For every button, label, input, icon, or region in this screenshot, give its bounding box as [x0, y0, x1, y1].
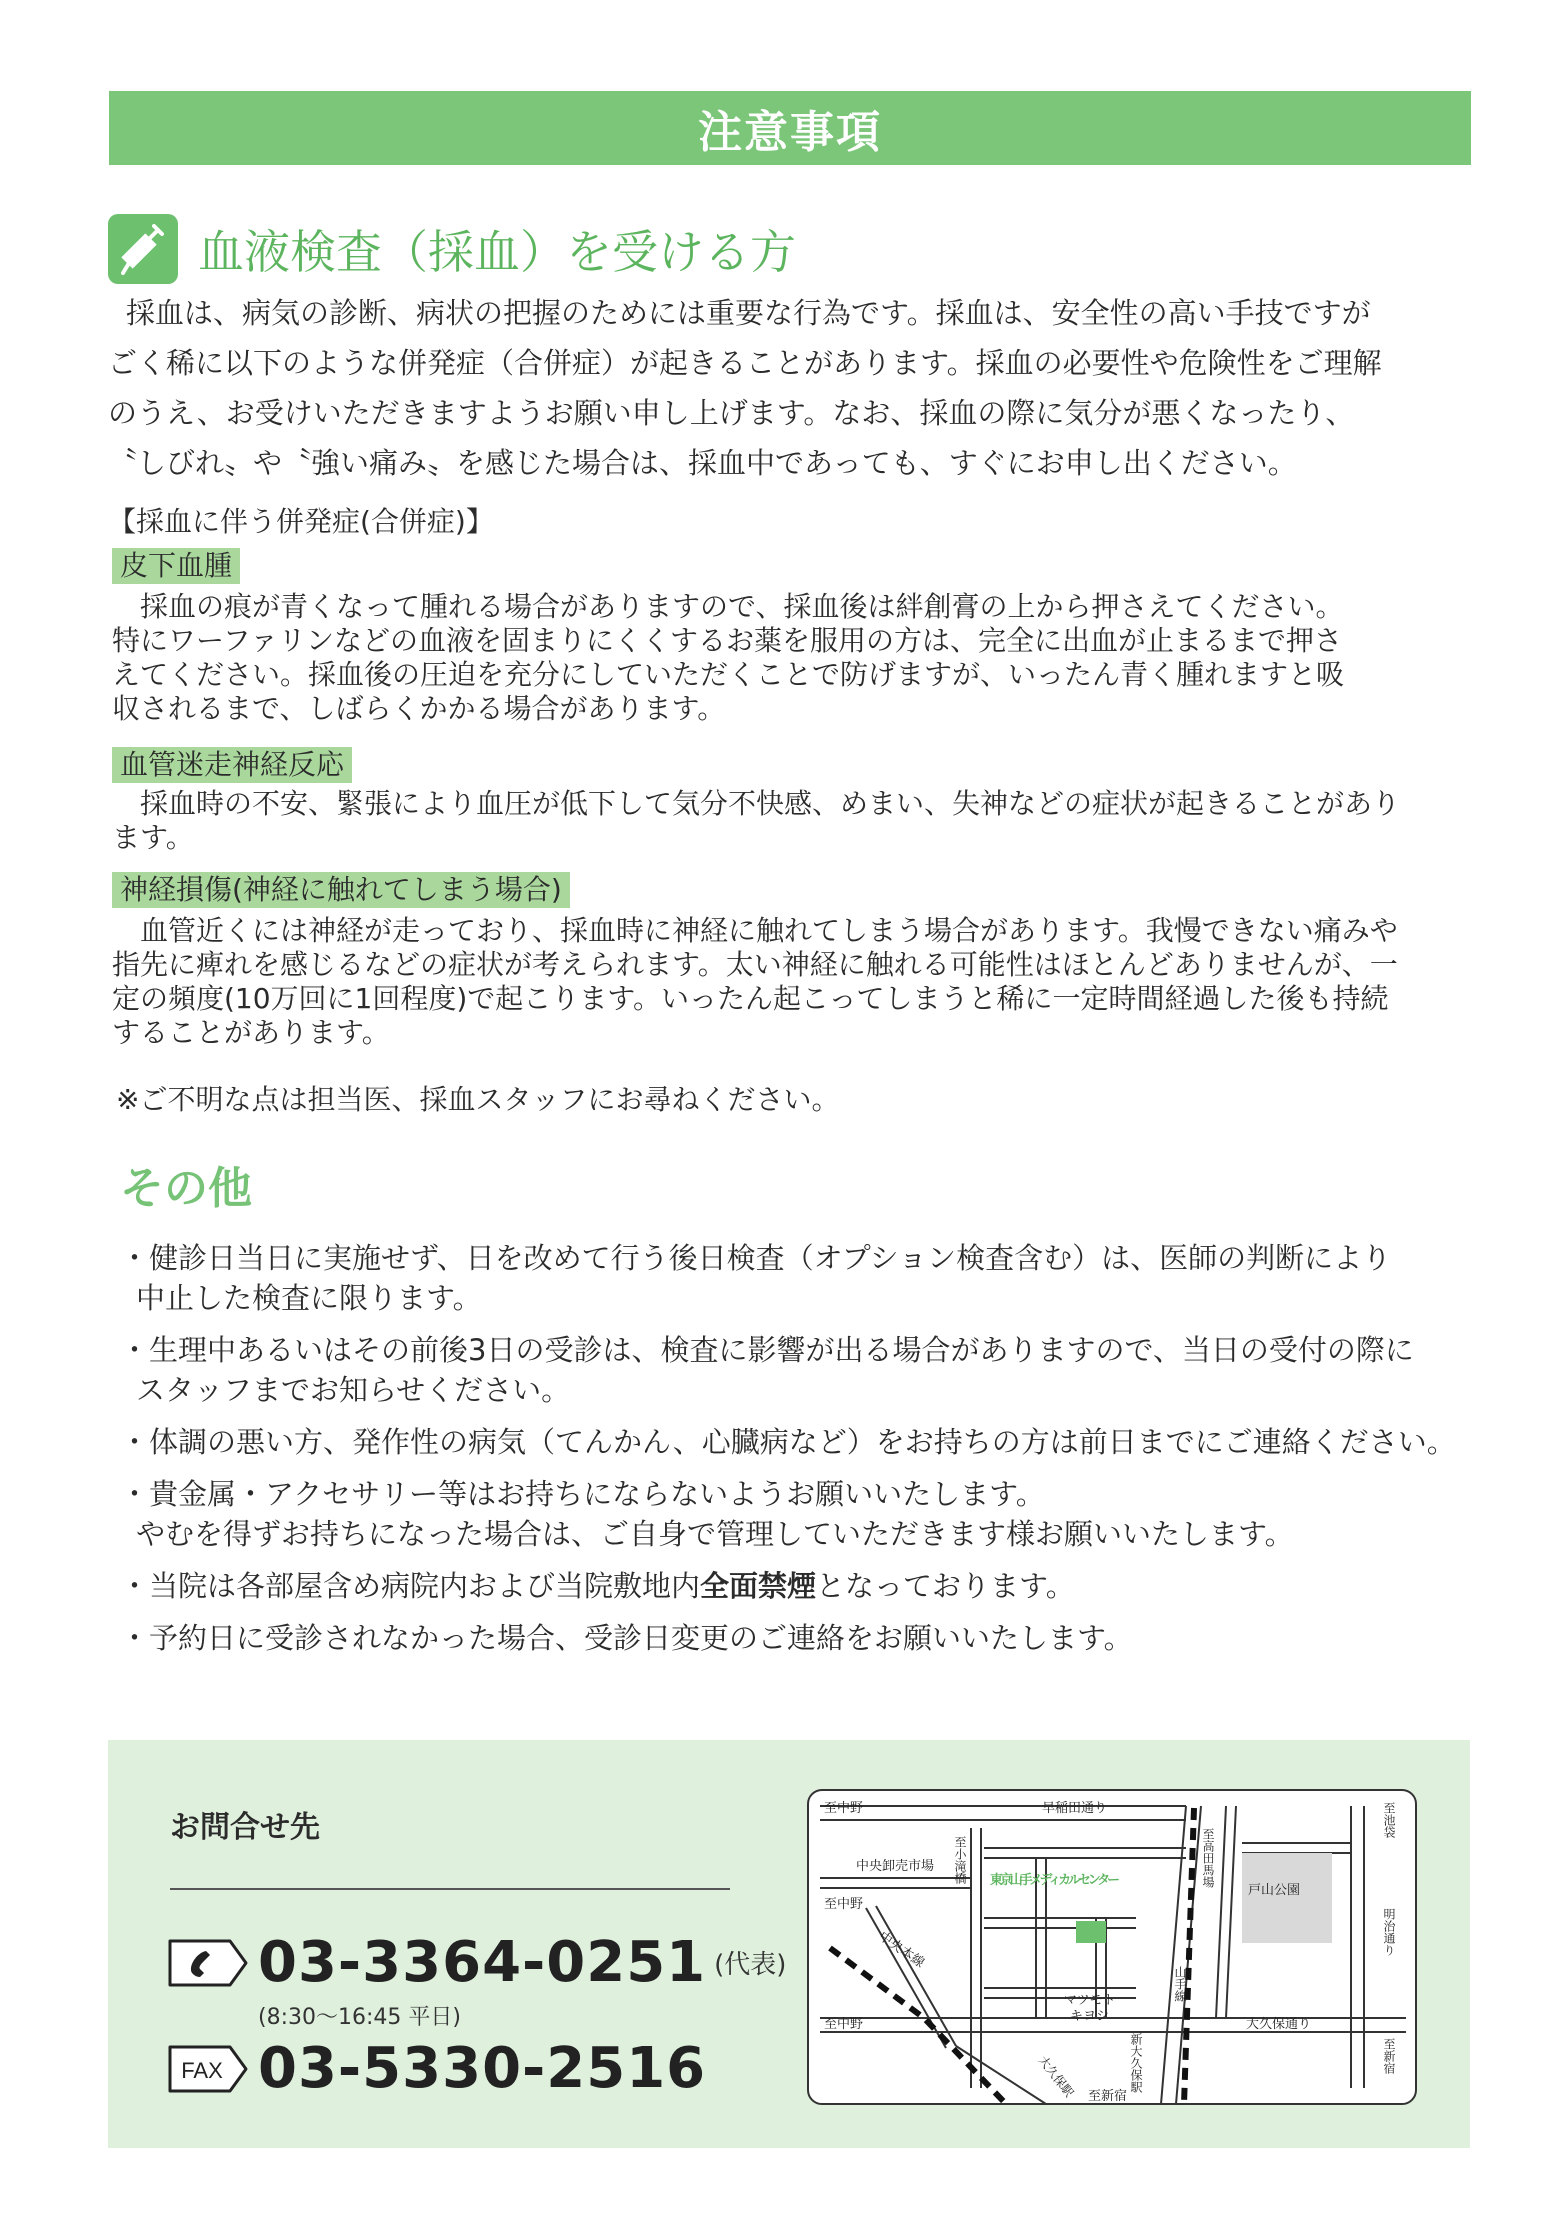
- bullet-line: スタッフまでお知らせください。: [136, 1373, 571, 1407]
- bullet-line: ・生理中あるいはその前後3日の受診は、検査に影響が出る場合がありますので、当日の受付の際に: [120, 1333, 1414, 1367]
- map-label-market: 中央卸売市場: [856, 1859, 935, 1874]
- map-label-to-nakano: 至中野: [824, 1897, 864, 1912]
- complication-label-vasovagal: 血管迷走神経反応: [112, 747, 352, 783]
- bullet-line: やむを得ずお持ちになった場合は、ご自身で管理していただきます様お願いいたします。: [136, 1517, 1294, 1551]
- complications-title: 【採血に伴う併発症(合併症)】: [108, 505, 494, 538]
- complication-line: することがあります。: [112, 1016, 390, 1049]
- map-label-to-nakano: 至中野: [824, 2017, 864, 2032]
- intro-line: ごく稀に以下のような併発症（合併症）が起きることがあります。採血の必要性や危険性をご理解: [108, 346, 1382, 380]
- map-label-okubo-dori: 大久保通り: [1246, 2017, 1312, 2032]
- complication-line: 採血時の不安、緊張により血圧が低下して気分不快感、めまい、失神などの症状が起きることがあり: [140, 787, 1401, 820]
- bullet-line: [120, 1566, 1500, 1606]
- blood-test-title: 血液検査（採血）を受ける方: [198, 225, 796, 279]
- map-label-to-takadanobaba: 至高田馬場: [1201, 1828, 1215, 1888]
- map-label-meiji-dori: 明治通り: [1382, 1908, 1396, 1956]
- map-label-chuo-line: 中央本線: [875, 1928, 927, 1972]
- complication-label-nerve: 神経損傷(神経に触れてしまう場合): [112, 872, 570, 908]
- map-hospital-label: 東京山手メディカルセンター: [990, 1873, 1120, 1888]
- inquiry-note: ※ご不明な点は担当医、採血スタッフにお尋ねください。: [116, 1083, 840, 1116]
- bullet-line: 中止した検査に限ります。: [136, 1281, 482, 1315]
- fax-icon: [166, 2043, 250, 2095]
- complication-text-hematoma: [112, 590, 1512, 726]
- no-smoking-emphasis: 全面禁煙: [700, 1569, 817, 1603]
- map-label-yamanote-line: 山手線: [1173, 1966, 1187, 2002]
- complication-line: 収されるまで、しばらくかかる場合があります。: [112, 692, 726, 725]
- other-title: その他: [120, 1163, 252, 1214]
- contact-label: お問合せ先: [170, 1810, 320, 1845]
- bullet-line: ・予約日に受診されなかった場合、受診日変更のご連絡をお願いいたします。: [120, 1621, 1133, 1655]
- complication-line: 血管近くには神経が走っており、採血時に神経に触れてしまう場合があります。我慢できない痛みや: [140, 914, 1398, 947]
- phone-number[interactable]: 03-3364-0251: [258, 1930, 707, 1995]
- intro-line: 採血は、病気の診断、病状の把握のためには重要な行為です。採血は、安全性の高い手技ですが: [126, 296, 1371, 330]
- map-label-matsumoto: マツモト: [1064, 1993, 1116, 2008]
- phone-row: [166, 1930, 786, 1995]
- complication-line: ます。: [112, 821, 194, 854]
- intro-line: のうえ、お受けいただきますようお願い申し上げます。なお、採血の際に気分が悪くなったり、: [108, 396, 1355, 430]
- intro-line: 〝しびれ〟や〝強い痛み〟を感じた場合は、採血中であっても、すぐにお申し出ください。: [108, 446, 1297, 480]
- complication-label-hematoma: 皮下血腫: [112, 548, 240, 584]
- complication-line: 定の頻度(10万回に1回程度)で起こります。いったん起こってしまうと稀に一定時間経過した後も持続: [112, 982, 1389, 1015]
- map-label-to-shinjuku: 至新宿: [1088, 2089, 1128, 2104]
- other-bullets: [120, 1238, 1500, 1670]
- divider: [170, 1888, 730, 1890]
- map-label-to-ikebukuro: 至池袋: [1382, 1802, 1396, 1838]
- fax-row: [166, 2036, 706, 2101]
- map-label-toyama-park: 戸山公園: [1248, 1883, 1301, 1898]
- complication-line: えてください。採血後の圧迫を充分にしていただくことで防げますが、いったん青く腫れますと吸: [112, 658, 1345, 691]
- fax-number[interactable]: 03-5330-2516: [258, 2036, 707, 2101]
- list-item: [120, 1422, 1500, 1462]
- complication-line: 特にワーファリンなどの血液を固まりにくくするお薬を服用の方は、完全に出血が止まるまで押さ: [112, 624, 1343, 657]
- list-item: [120, 1566, 1500, 1606]
- blood-test-heading: [108, 210, 796, 288]
- map-label-waseda-dori: 早稲田通り: [1042, 1801, 1108, 1816]
- list-item: [120, 1618, 1500, 1658]
- blood-test-intro: [108, 288, 1478, 488]
- map-label-to-shinjuku: 至新宿: [1382, 2038, 1396, 2074]
- complication-line: 採血の痕が青くなって腫れる場合がありますので、採血後は絆創膏の上から押さえてください。: [140, 590, 1344, 623]
- complication-text-nerve: [112, 914, 1512, 1050]
- list-item: [120, 1330, 1500, 1410]
- bullet-text: ・当院は各部屋含め病院内および当院敷地内: [120, 1569, 701, 1603]
- map-label-shin-okubo-station: 新大久保駅: [1129, 2033, 1143, 2093]
- phone-suffix: (代表): [714, 1950, 787, 1980]
- bullet-line: ・健診日当日に実施せず、日を改めて行う後日検査（オプション検査含む）は、医師の判断により: [120, 1241, 1392, 1275]
- complication-text-vasovagal: [112, 787, 1512, 855]
- map-label-to-kotakibashi: 至小滝橋: [953, 1836, 967, 1884]
- access-map: [806, 1788, 1418, 2106]
- map-label-to-nakano: 至中野: [824, 1801, 864, 1816]
- phone-hours: (8:30〜16:45 平日): [258, 2005, 461, 2030]
- contact-panel: [108, 1740, 1470, 2148]
- fax-label: FAX: [181, 2057, 223, 2083]
- header-bar: [109, 91, 1471, 165]
- bullet-line: ・体調の悪い方、発作性の病気（てんかん、心臓病など）をお持ちの方は前日までにご連絡ください。: [120, 1425, 1456, 1459]
- list-item: [120, 1238, 1500, 1318]
- list-item: [120, 1474, 1500, 1554]
- map-label-kiyoshi: キヨシ: [1070, 2009, 1110, 2024]
- bullet-line: ・貴金属・アクセサリー等はお持ちにならないようお願いいたします。: [120, 1477, 1045, 1511]
- phone-icon: [166, 1937, 250, 1989]
- bullet-text: となっております。: [816, 1569, 1075, 1603]
- complication-line: 指先に痺れを感じるなどの症状が考えられます。太い神経に触れる可能性はほとんどありませんが、一: [112, 948, 1398, 981]
- syringe-icon: [108, 214, 178, 284]
- map-label-okubo-station: 大久保駅: [1035, 2053, 1077, 2100]
- page-title: 注意事項: [698, 107, 882, 158]
